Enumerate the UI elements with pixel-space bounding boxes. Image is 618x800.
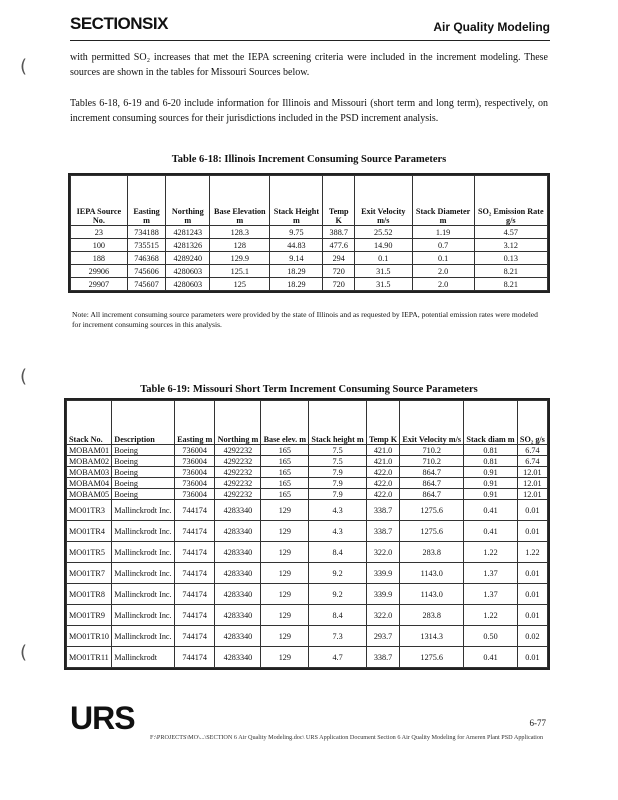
table-cell: Mallinckrodt Inc. bbox=[112, 584, 175, 605]
table-cell: 7.9 bbox=[309, 467, 367, 478]
table-cell: 746368 bbox=[127, 252, 166, 265]
table-row bbox=[67, 563, 548, 584]
table-row bbox=[71, 265, 548, 278]
header-rule bbox=[70, 40, 550, 41]
table-cell: 7.3 bbox=[309, 626, 367, 647]
table-row bbox=[67, 542, 548, 563]
table-cell: 720 bbox=[323, 278, 354, 291]
table-cell: 9.75 bbox=[270, 226, 323, 239]
table-cell: 736004 bbox=[174, 478, 215, 489]
col-header: Northing m bbox=[215, 401, 261, 445]
col-header: Temp K bbox=[366, 401, 399, 445]
table-cell: 745606 bbox=[127, 265, 166, 278]
paragraph-1: with permitted SO₂ increases that met the IEPA screening criteria were included in the increment modeling. These sources are shown in the tables for Missouri Sources below. bbox=[70, 52, 548, 78]
table-cell: 0.1 bbox=[354, 252, 412, 265]
table-cell: 1.37 bbox=[464, 563, 518, 584]
table-cell: MO01TR7 bbox=[67, 563, 112, 584]
table-cell: Mallinckrodt Inc. bbox=[112, 521, 175, 542]
table-cell: 4283340 bbox=[215, 521, 261, 542]
table-cell: 0.01 bbox=[517, 605, 547, 626]
table-cell: 0.02 bbox=[517, 626, 547, 647]
table-cell: 734188 bbox=[127, 226, 166, 239]
table-cell: 864.7 bbox=[400, 489, 464, 500]
table-cell: 1275.6 bbox=[400, 500, 464, 521]
table-cell: 4280603 bbox=[166, 278, 210, 291]
table-row bbox=[71, 252, 548, 265]
table-cell: Mallinckrodt Inc. bbox=[112, 563, 175, 584]
table-row bbox=[67, 605, 548, 626]
table-6-19-caption: Table 6-19: Missouri Short Term Increment Consuming Source Parameters bbox=[140, 384, 478, 395]
table-cell: 1314.3 bbox=[400, 626, 464, 647]
table-cell: 4292232 bbox=[215, 456, 261, 467]
table-cell: MO01TR3 bbox=[67, 500, 112, 521]
table-cell: Mallinckrodt Inc. bbox=[112, 605, 175, 626]
col-header: SO₂ g/s bbox=[517, 401, 547, 445]
table-cell: 0.01 bbox=[517, 521, 547, 542]
binder-hole-mark: ( bbox=[20, 56, 28, 77]
table-cell: MO01TR9 bbox=[67, 605, 112, 626]
table-cell: 4292232 bbox=[215, 445, 261, 456]
table-row bbox=[67, 521, 548, 542]
table-cell: 125.1 bbox=[210, 265, 270, 278]
table-cell: 1275.6 bbox=[400, 521, 464, 542]
table-cell: 4.3 bbox=[309, 521, 367, 542]
col-header: Stack Diameter m bbox=[412, 176, 474, 226]
table-cell: 294 bbox=[323, 252, 354, 265]
table-cell: 338.7 bbox=[366, 500, 399, 521]
table-cell: 1143.0 bbox=[400, 584, 464, 605]
table-cell: 4280603 bbox=[166, 265, 210, 278]
table-cell: 422.0 bbox=[366, 467, 399, 478]
col-header: Description bbox=[112, 401, 175, 445]
table-cell: 7.9 bbox=[309, 489, 367, 500]
table-cell: 4283340 bbox=[215, 542, 261, 563]
table-cell: 31.5 bbox=[354, 278, 412, 291]
table-row bbox=[67, 445, 548, 456]
table-row bbox=[67, 584, 548, 605]
table-cell: 720 bbox=[323, 265, 354, 278]
table-cell: 736004 bbox=[174, 456, 215, 467]
table-cell: 0.41 bbox=[464, 647, 518, 668]
table-cell: 9.2 bbox=[309, 563, 367, 584]
table-cell: 128 bbox=[210, 239, 270, 252]
binder-hole-mark: ( bbox=[20, 366, 28, 387]
table-cell: 1143.0 bbox=[400, 563, 464, 584]
table-cell: 29906 bbox=[71, 265, 128, 278]
table-6-19 bbox=[66, 400, 548, 668]
col-header: Northing m bbox=[166, 176, 210, 226]
table-cell: Boeing bbox=[112, 456, 175, 467]
table-cell: MOBAM03 bbox=[67, 467, 112, 478]
table-cell: 4283340 bbox=[215, 500, 261, 521]
table-cell: MO01TR11 bbox=[67, 647, 112, 668]
table-cell: 8.4 bbox=[309, 605, 367, 626]
table-cell: 3.12 bbox=[474, 239, 547, 252]
table-cell: MOBAM05 bbox=[67, 489, 112, 500]
table-cell: 8.21 bbox=[474, 265, 547, 278]
table-6-18-note: Note: All increment consuming source parameters were provided by the state of Illinois and as requested by IEPA, potential emission rates were modeled for increment consuming sources in this analysis. bbox=[72, 310, 538, 329]
table-cell: Mallinckrodt bbox=[112, 647, 175, 668]
col-header: Base Elevation m bbox=[210, 176, 270, 226]
table-cell: 129 bbox=[261, 500, 309, 521]
table-cell: 29907 bbox=[71, 278, 128, 291]
table-cell: Boeing bbox=[112, 467, 175, 478]
table-cell: 0.1 bbox=[412, 252, 474, 265]
table-cell: 12.01 bbox=[517, 478, 547, 489]
table-cell: 338.7 bbox=[366, 647, 399, 668]
table-cell: 744174 bbox=[174, 605, 215, 626]
table-6-18 bbox=[70, 175, 548, 291]
table-cell: 129 bbox=[261, 584, 309, 605]
table-cell: 864.7 bbox=[400, 478, 464, 489]
table-cell: 4281243 bbox=[166, 226, 210, 239]
table-cell: 165 bbox=[261, 467, 309, 478]
table-row bbox=[67, 500, 548, 521]
table-cell: 283.8 bbox=[400, 542, 464, 563]
table-cell: 744174 bbox=[174, 584, 215, 605]
table-cell: 165 bbox=[261, 445, 309, 456]
table-cell: MO01TR5 bbox=[67, 542, 112, 563]
table-cell: 6.74 bbox=[517, 456, 547, 467]
table-cell: 4292232 bbox=[215, 478, 261, 489]
table-cell: 165 bbox=[261, 489, 309, 500]
table-cell: 0.13 bbox=[474, 252, 547, 265]
urs-logo: URS bbox=[70, 700, 135, 736]
table-cell: 23 bbox=[71, 226, 128, 239]
table-cell: MO01TR4 bbox=[67, 521, 112, 542]
col-header: Stack diam m bbox=[464, 401, 518, 445]
table-cell: 129 bbox=[261, 542, 309, 563]
table-cell: 31.5 bbox=[354, 265, 412, 278]
table-cell: 735515 bbox=[127, 239, 166, 252]
table-cell: 744174 bbox=[174, 542, 215, 563]
table-cell: 283.8 bbox=[400, 605, 464, 626]
col-header: Easting m bbox=[174, 401, 215, 445]
table-cell: 422.0 bbox=[366, 489, 399, 500]
table-cell: 0.01 bbox=[517, 563, 547, 584]
table-cell: 736004 bbox=[174, 467, 215, 478]
table-cell: 14.90 bbox=[354, 239, 412, 252]
footer-path: F:\PROJECTS\MO\...\SECTION 6 Air Quality Modeling.doc\ URS Application Document Section 6 Air Quality Modeling for Ameren Plant PSD Application bbox=[150, 734, 544, 741]
table-cell: 421.0 bbox=[366, 456, 399, 467]
section-label: SECTIONSIX bbox=[70, 14, 168, 33]
table-cell: 0.81 bbox=[464, 456, 518, 467]
table-cell: 0.01 bbox=[517, 584, 547, 605]
table-cell: 12.01 bbox=[517, 489, 547, 500]
table-cell: 744174 bbox=[174, 521, 215, 542]
table-cell: 744174 bbox=[174, 563, 215, 584]
table-cell: 339.9 bbox=[366, 584, 399, 605]
col-header: Exit Velocity m/s bbox=[354, 176, 412, 226]
table-cell: 8.4 bbox=[309, 542, 367, 563]
table-cell: 745607 bbox=[127, 278, 166, 291]
table-cell: 0.7 bbox=[412, 239, 474, 252]
table-cell: MO01TR8 bbox=[67, 584, 112, 605]
table-cell: 0.91 bbox=[464, 489, 518, 500]
table-cell: 18.29 bbox=[270, 278, 323, 291]
table-cell: 129 bbox=[261, 626, 309, 647]
table-cell: 128.3 bbox=[210, 226, 270, 239]
table-cell: 2.0 bbox=[412, 278, 474, 291]
table-cell: 165 bbox=[261, 456, 309, 467]
col-header: Base elev. m bbox=[261, 401, 309, 445]
table-cell: 165 bbox=[261, 478, 309, 489]
page-number: 6-77 bbox=[529, 718, 546, 728]
table-cell: Mallinckrodt Inc. bbox=[112, 542, 175, 563]
table-6-18-caption: Table 6-18: Illinois Increment Consuming Source Parameters bbox=[171, 154, 447, 165]
table-row bbox=[67, 626, 548, 647]
table-cell: 710.2 bbox=[400, 445, 464, 456]
col-header: Easting m bbox=[127, 176, 166, 226]
table-cell: 322.0 bbox=[366, 605, 399, 626]
table-cell: MO01TR10 bbox=[67, 626, 112, 647]
table-cell: 4283340 bbox=[215, 647, 261, 668]
table-cell: 864.7 bbox=[400, 467, 464, 478]
table-cell: 1.22 bbox=[464, 605, 518, 626]
table-cell: 0.50 bbox=[464, 626, 518, 647]
table-cell: 1.37 bbox=[464, 584, 518, 605]
binder-hole-mark: ( bbox=[20, 642, 28, 663]
table-cell: 1.22 bbox=[517, 542, 547, 563]
table-cell: Boeing bbox=[112, 445, 175, 456]
table-cell: 4292232 bbox=[215, 489, 261, 500]
table-cell: 4283340 bbox=[215, 563, 261, 584]
table-cell: 9.2 bbox=[309, 584, 367, 605]
table-cell: 129 bbox=[261, 647, 309, 668]
table-cell: 4.3 bbox=[309, 500, 367, 521]
col-header: Stack Height m bbox=[270, 176, 323, 226]
table-cell: 4.57 bbox=[474, 226, 547, 239]
table-cell: 0.91 bbox=[464, 467, 518, 478]
table-cell: 8.21 bbox=[474, 278, 547, 291]
table-cell: 388.7 bbox=[323, 226, 354, 239]
table-row bbox=[67, 647, 548, 668]
table-cell: 736004 bbox=[174, 445, 215, 456]
table-cell: 7.5 bbox=[309, 456, 367, 467]
table-cell: 4292232 bbox=[215, 467, 261, 478]
table-cell: 422.0 bbox=[366, 478, 399, 489]
table-cell: 744174 bbox=[174, 626, 215, 647]
table-row bbox=[71, 278, 548, 291]
table-cell: 7.9 bbox=[309, 478, 367, 489]
table-cell: 744174 bbox=[174, 500, 215, 521]
table-cell: 0.01 bbox=[517, 500, 547, 521]
section-title: Air Quality Modeling bbox=[433, 20, 550, 34]
table-cell: 129 bbox=[261, 521, 309, 542]
table-cell: 744174 bbox=[174, 647, 215, 668]
table-cell: 0.91 bbox=[464, 478, 518, 489]
table-row bbox=[71, 226, 548, 239]
table-cell: 4283340 bbox=[215, 626, 261, 647]
paragraph-2: Tables 6-18, 6-19 and 6-20 include information for Illinois and Missouri (short term and long term), respectively, on increment consuming sources for their jurisdictions included in the PSD increment analysis. bbox=[70, 98, 548, 124]
col-header: Stack height m bbox=[309, 401, 367, 445]
table-cell: 2.0 bbox=[412, 265, 474, 278]
table-cell: 0.81 bbox=[464, 445, 518, 456]
table-row bbox=[67, 489, 548, 500]
table-cell: 188 bbox=[71, 252, 128, 265]
table-cell: 0.41 bbox=[464, 500, 518, 521]
table-cell: 477.6 bbox=[323, 239, 354, 252]
table-header-row bbox=[67, 401, 548, 445]
col-header: Temp K bbox=[323, 176, 354, 226]
table-cell: 12.01 bbox=[517, 467, 547, 478]
table-cell: 1275.6 bbox=[400, 647, 464, 668]
table-cell: 421.0 bbox=[366, 445, 399, 456]
col-header: SO₂ Emission Rate g/s bbox=[474, 176, 547, 226]
table-header-row bbox=[71, 176, 548, 226]
table-row bbox=[67, 478, 548, 489]
col-header: IEPA Source No. bbox=[71, 176, 128, 226]
table-cell: 9.14 bbox=[270, 252, 323, 265]
table-cell: 129.9 bbox=[210, 252, 270, 265]
table-cell: 4289240 bbox=[166, 252, 210, 265]
table-cell: MOBAM02 bbox=[67, 456, 112, 467]
table-cell: 125 bbox=[210, 278, 270, 291]
table-cell: 4.7 bbox=[309, 647, 367, 668]
table-cell: 0.01 bbox=[517, 647, 547, 668]
table-cell: 4281326 bbox=[166, 239, 210, 252]
table-cell: 322.0 bbox=[366, 542, 399, 563]
table-cell: 7.5 bbox=[309, 445, 367, 456]
table-cell: 129 bbox=[261, 605, 309, 626]
table-cell: Mallinckrodt Inc. bbox=[112, 500, 175, 521]
table-cell: 338.7 bbox=[366, 521, 399, 542]
table-cell: 736004 bbox=[174, 489, 215, 500]
table-cell: 44.83 bbox=[270, 239, 323, 252]
col-header: Stack No. bbox=[67, 401, 112, 445]
table-cell: 25.52 bbox=[354, 226, 412, 239]
table-cell: 293.7 bbox=[366, 626, 399, 647]
table-cell: MOBAM01 bbox=[67, 445, 112, 456]
table-cell: 710.2 bbox=[400, 456, 464, 467]
table-cell: Mallinckrodt Inc. bbox=[112, 626, 175, 647]
table-row bbox=[67, 467, 548, 478]
table-cell: Boeing bbox=[112, 478, 175, 489]
col-header: Exit Velocity m/s bbox=[400, 401, 464, 445]
table-cell: 18.29 bbox=[270, 265, 323, 278]
table-cell: 1.19 bbox=[412, 226, 474, 239]
table-cell: 4283340 bbox=[215, 605, 261, 626]
table-cell: 0.41 bbox=[464, 521, 518, 542]
table-cell: 6.74 bbox=[517, 445, 547, 456]
table-cell: 100 bbox=[71, 239, 128, 252]
table-cell: 1.22 bbox=[464, 542, 518, 563]
table-cell: 339.9 bbox=[366, 563, 399, 584]
table-cell: Boeing bbox=[112, 489, 175, 500]
table-row bbox=[71, 239, 548, 252]
table-cell: 129 bbox=[261, 563, 309, 584]
table-cell: 4283340 bbox=[215, 584, 261, 605]
table-row bbox=[67, 456, 548, 467]
table-cell: MOBAM04 bbox=[67, 478, 112, 489]
